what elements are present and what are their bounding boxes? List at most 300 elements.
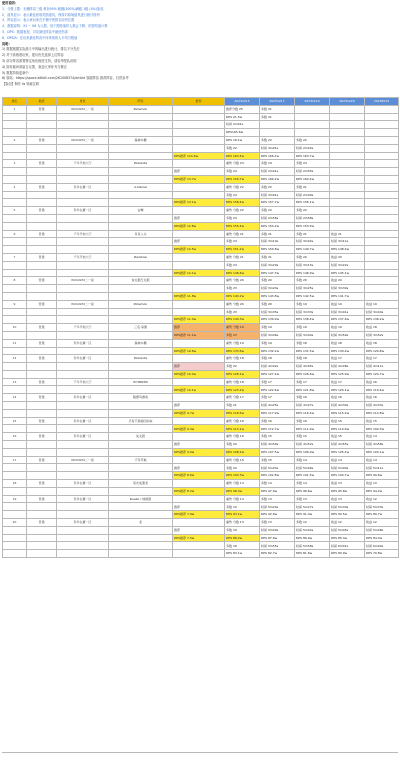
rank-cell: 18 bbox=[3, 480, 27, 488]
table-row bbox=[3, 394, 399, 402]
date-value-cell: 多数 19 bbox=[225, 503, 260, 511]
column-header: 角色 bbox=[57, 98, 109, 106]
difficulty-cell: 普通 bbox=[27, 160, 57, 168]
column-header: 20230515 bbox=[365, 98, 399, 106]
date-value-cell: 时间 3m20s bbox=[260, 261, 295, 269]
difficulty-cell bbox=[27, 542, 57, 550]
table-row bbox=[3, 253, 399, 261]
team-cell bbox=[57, 487, 109, 495]
date-value-cell: 多数 24 bbox=[225, 168, 260, 176]
date-value-cell: DPS 154.2w bbox=[260, 222, 295, 230]
date-value-cell: DPS 148.6w bbox=[225, 269, 260, 277]
date-value-cell: DPS 136.2w bbox=[365, 316, 399, 324]
date-value-cell: DPS 79.8w bbox=[365, 550, 399, 558]
rank-cell bbox=[3, 550, 27, 558]
rank-cell bbox=[3, 121, 27, 129]
date-value-cell: 时间 4m08s bbox=[330, 363, 365, 371]
rank-cell bbox=[3, 425, 27, 433]
date-value-cell: DPS 86.9w bbox=[295, 534, 330, 542]
date-value-cell: 时间 3m24s bbox=[260, 285, 295, 293]
rank-cell bbox=[3, 292, 27, 300]
boss-cell bbox=[109, 214, 173, 222]
date-value-cell: DPS 127.4w bbox=[260, 370, 295, 378]
date-value-cell: 多数 18 bbox=[295, 339, 330, 347]
difficulty-cell: 普通 bbox=[27, 378, 57, 386]
date-value-cell: 收益 13 bbox=[330, 495, 365, 503]
date-value-cell: DPS 96.6w bbox=[295, 487, 330, 495]
recommend-cell: DPS推荐 11.8w bbox=[173, 292, 225, 300]
rank-cell: 17 bbox=[3, 456, 27, 464]
date-value-cell: 重伤 分数 22 bbox=[225, 207, 260, 215]
recommend-cell bbox=[173, 183, 225, 191]
rank-cell bbox=[3, 441, 27, 449]
date-value-cell: 多数 17 bbox=[260, 378, 295, 386]
date-value-cell bbox=[330, 214, 365, 222]
date-value-cell: 多数 18 bbox=[295, 355, 330, 363]
date-value-cell bbox=[295, 129, 330, 137]
boss-cell: 多克八头 bbox=[109, 230, 173, 238]
recommend-cell bbox=[173, 160, 225, 168]
rank-cell: 16 bbox=[3, 433, 27, 441]
note-line: 5、DPS：数据表现，对应最佳阵容中最低伤害 bbox=[2, 29, 68, 34]
difficulty-cell: 普通 bbox=[27, 519, 57, 527]
date-value-cell: DPS 92.6w bbox=[260, 511, 295, 519]
rank-cell bbox=[3, 168, 27, 176]
team-cell bbox=[57, 292, 109, 300]
team-cell bbox=[57, 222, 109, 230]
date-value-cell: 多数 21 bbox=[260, 230, 295, 238]
date-value-cell: 时间 4m55s bbox=[330, 441, 365, 449]
date-value-cell: 重伤 分数 20 bbox=[225, 277, 260, 285]
rank-cell bbox=[3, 503, 27, 511]
date-value-cell: DPS 83.1w bbox=[225, 550, 260, 558]
rank-cell: 11 bbox=[3, 339, 27, 347]
date-value-cell: 时间 5m55s bbox=[260, 542, 295, 550]
date-value-cell: DPS 119.4w bbox=[365, 386, 399, 394]
note-line: 3) 部分阵容需要特定角色练度支持，请参考配队说明 bbox=[2, 58, 77, 63]
boss-cell bbox=[109, 316, 173, 324]
date-value-cell: 多数 20 bbox=[295, 253, 330, 261]
date-value-cell bbox=[365, 168, 399, 176]
date-value-cell: 收益 20 bbox=[330, 277, 365, 285]
table-body bbox=[3, 105, 399, 557]
date-value-cell: 多数 23 bbox=[225, 308, 260, 316]
boss-cell bbox=[109, 425, 173, 433]
recommend-cell: DPS推荐 9.7w bbox=[173, 409, 225, 417]
recommend-cell: DPS推荐 8.2w bbox=[173, 487, 225, 495]
date-value-cell: DPS 133.6w bbox=[225, 347, 260, 355]
date-value-cell bbox=[330, 105, 365, 113]
date-value-cell: 收益 21 bbox=[330, 230, 365, 238]
recommend-cell: DPS推荐 12.5w bbox=[173, 246, 225, 254]
rank-cell bbox=[3, 331, 27, 339]
team-cell: WCDAM4二一星 bbox=[57, 456, 109, 464]
date-value-cell: 时间 3m41s bbox=[330, 308, 365, 316]
recommend-cell bbox=[173, 144, 225, 152]
date-value-cell: 时间 4m58s bbox=[365, 441, 399, 449]
team-cell bbox=[57, 144, 109, 152]
date-value-cell: 重伤 分数 18 bbox=[225, 355, 260, 363]
table-row bbox=[3, 121, 399, 129]
date-value-cell: 多数 14 bbox=[260, 480, 295, 488]
date-value-cell: DPS 106.9w bbox=[295, 448, 330, 456]
date-value-cell: 时间 4m05s bbox=[295, 363, 330, 371]
table-row bbox=[3, 191, 399, 199]
team-cell bbox=[57, 550, 109, 558]
date-value-cell: 时间 3m50s bbox=[330, 331, 365, 339]
date-value-cell: 收益 19 bbox=[330, 300, 365, 308]
date-value-cell: DPS 149.7w bbox=[295, 246, 330, 254]
date-value-cell: 多数 22 bbox=[225, 363, 260, 371]
date-value-cell: 时间 2m58s bbox=[295, 214, 330, 222]
rank-cell bbox=[3, 370, 27, 378]
date-value-cell: 时间 3m35s bbox=[260, 308, 295, 316]
date-value-cell: 时间 3m01s bbox=[260, 144, 295, 152]
table-row bbox=[3, 456, 399, 464]
date-value-cell: 收益 16 bbox=[330, 394, 365, 402]
team-cell bbox=[57, 269, 109, 277]
boss-cell bbox=[109, 441, 173, 449]
difficulty-cell: 普通 bbox=[27, 417, 57, 425]
date-value-cell bbox=[365, 238, 399, 246]
date-value-cell: 多数 22 bbox=[225, 144, 260, 152]
table-row bbox=[3, 246, 399, 254]
difficulty-cell bbox=[27, 526, 57, 534]
date-value-cell: 多数 16 bbox=[295, 417, 330, 425]
difficulty-cell bbox=[27, 316, 57, 324]
date-value-cell: 多数 22 bbox=[295, 207, 330, 215]
recommend-cell: 推荐 bbox=[173, 402, 225, 410]
date-value-cell: 时间 3m44s bbox=[365, 308, 399, 316]
date-value-cell: DPS 155.4w bbox=[225, 222, 260, 230]
difficulty-cell bbox=[27, 168, 57, 176]
recommend-cell bbox=[173, 230, 225, 238]
date-value-cell: 时间 2m01s bbox=[225, 121, 260, 129]
column-header: 20231219 bbox=[295, 98, 330, 106]
rank-cell bbox=[3, 472, 27, 480]
date-value-cell: DPS 91.4w bbox=[295, 511, 330, 519]
team-cell bbox=[57, 402, 109, 410]
date-value-cell: DPS 160.2w bbox=[260, 175, 295, 183]
team-cell: 奔外在翼一区 bbox=[57, 207, 109, 215]
table-row bbox=[3, 487, 399, 495]
table-row bbox=[3, 480, 399, 488]
date-value-cell: DPS 93.1w bbox=[225, 511, 260, 519]
note-line: 4) 如有疑问请留言反馈，欢迎大家补充与修正 bbox=[2, 64, 67, 69]
table-row bbox=[3, 355, 399, 363]
date-value-cell: 多数 20 bbox=[295, 277, 330, 285]
recommend-cell: 推荐 bbox=[173, 214, 225, 222]
boss-cell bbox=[109, 246, 173, 254]
date-value-cell bbox=[365, 261, 399, 269]
team-cell bbox=[57, 129, 109, 137]
date-value-cell: 时间 4m52s bbox=[295, 441, 330, 449]
recommend-cell bbox=[173, 394, 225, 402]
date-value-cell: 收益 15 bbox=[330, 433, 365, 441]
date-value-cell: DPS 81.6w bbox=[295, 550, 330, 558]
rank-cell bbox=[3, 113, 27, 121]
boss-cell: 森林木桶 bbox=[109, 339, 173, 347]
date-value-cell: 时间 5m24s bbox=[260, 503, 295, 511]
date-value-cell: 时间 4m27s bbox=[295, 402, 330, 410]
difficulty-cell bbox=[27, 144, 57, 152]
date-value-cell: DPS 121.8w bbox=[295, 386, 330, 394]
date-value-cell: 多数 24 bbox=[225, 238, 260, 246]
recommend-cell: 推荐 bbox=[173, 324, 225, 332]
recommend-cell bbox=[173, 417, 225, 425]
date-value-cell: DPS 145.1w bbox=[330, 269, 365, 277]
date-value-cell: 多数 23 bbox=[225, 331, 260, 339]
table-row bbox=[3, 331, 399, 339]
boss-cell bbox=[109, 129, 173, 137]
date-value-cell: 时间 2m41s bbox=[260, 168, 295, 176]
table-row bbox=[3, 292, 399, 300]
difficulty-cell: 普通 bbox=[27, 300, 57, 308]
note-line: 1) 数据根据实际战斗中的输出进行统计，排名不分先后 bbox=[2, 47, 80, 52]
date-value-cell bbox=[330, 129, 365, 137]
recommend-cell bbox=[173, 519, 225, 527]
date-value-cell: 时间 3m02s bbox=[295, 238, 330, 246]
date-value-cell: 多数 16 bbox=[260, 417, 295, 425]
team-cell: 千年平地大厅 bbox=[57, 378, 109, 386]
date-value-cell bbox=[365, 230, 399, 238]
team-cell: WCDAM4二一星 bbox=[57, 105, 109, 113]
rank-cell bbox=[3, 238, 27, 246]
recommend-cell: DPS推荐 9.0w bbox=[173, 448, 225, 456]
date-value-cell bbox=[365, 253, 399, 261]
date-value-cell: DPS 130.4w bbox=[330, 347, 365, 355]
team-cell: 奔外在翼一区 bbox=[57, 355, 109, 363]
rank-cell bbox=[3, 246, 27, 254]
team-cell bbox=[57, 534, 109, 542]
date-value-cell: 重伤 分数 16 bbox=[225, 417, 260, 425]
rank-cell: 10 bbox=[3, 324, 27, 332]
date-value-cell: DPS 123.2w bbox=[225, 386, 260, 394]
rank-cell bbox=[3, 191, 27, 199]
recommend-cell bbox=[173, 355, 225, 363]
recommend-cell bbox=[173, 191, 225, 199]
difficulty-cell: 普通 bbox=[27, 183, 57, 191]
table-row bbox=[3, 175, 399, 183]
date-value-cell: 多数 24 bbox=[225, 261, 260, 269]
team-cell bbox=[57, 113, 109, 121]
table-row bbox=[3, 495, 399, 503]
recommend-cell bbox=[173, 285, 225, 293]
boss-cell bbox=[109, 199, 173, 207]
date-value-cell: 时间 5m33s bbox=[365, 503, 399, 511]
team-cell bbox=[57, 503, 109, 511]
date-value-cell: DPS 153.9w bbox=[295, 222, 330, 230]
difficulty-cell bbox=[27, 464, 57, 472]
boss-cell: A·Daniel bbox=[109, 183, 173, 191]
difficulty-cell: 普通 bbox=[27, 324, 57, 332]
date-value-cell: 多数 23 bbox=[225, 285, 260, 293]
recommend-cell: DPS推荐 7.5w bbox=[173, 534, 225, 542]
difficulty-cell bbox=[27, 175, 57, 183]
table-row bbox=[3, 300, 399, 308]
rank-cell bbox=[3, 347, 27, 355]
note-line: 2、道具显示：表示最佳获取奖励道具，保持对原始道具进行统计排列 bbox=[2, 12, 100, 17]
date-value-cell: 多数 19 bbox=[260, 324, 295, 332]
date-value-cell: 时间 5m09s bbox=[330, 464, 365, 472]
date-value-cell bbox=[295, 105, 330, 113]
recommend-cell: DPS推荐 7.9w bbox=[173, 511, 225, 519]
date-value-cell: 时间 4m50s bbox=[260, 441, 295, 449]
date-value-cell: 收益 18 bbox=[365, 339, 399, 347]
rank-cell bbox=[3, 285, 27, 293]
table-row bbox=[3, 144, 399, 152]
date-value-cell bbox=[365, 121, 399, 129]
date-value-cell: DPS 98.4w bbox=[225, 487, 260, 495]
note-line: 【原创】制作 fa 转载注明 bbox=[2, 82, 39, 87]
difficulty-cell bbox=[27, 113, 57, 121]
date-value-cell: 多数 13 bbox=[295, 495, 330, 503]
date-value-cell bbox=[330, 175, 365, 183]
date-value-cell: 时间 3m52s bbox=[365, 331, 399, 339]
recommend-cell: DPS推荐 8.6w bbox=[173, 472, 225, 480]
table-row bbox=[3, 464, 399, 472]
table-row bbox=[3, 316, 399, 324]
date-value-cell: DPS 163.7w bbox=[295, 152, 330, 160]
recommend-cell bbox=[173, 300, 225, 308]
date-value-cell bbox=[365, 207, 399, 215]
team-cell bbox=[57, 347, 109, 355]
date-value-cell: DPS165.6w bbox=[225, 129, 260, 137]
team-cell bbox=[57, 409, 109, 417]
rank-cell bbox=[3, 386, 27, 394]
date-value-cell: 收益 16 bbox=[365, 378, 399, 386]
rank-cell bbox=[3, 222, 27, 230]
date-value-cell: DPS 21.5w bbox=[225, 113, 260, 121]
date-value-cell bbox=[365, 199, 399, 207]
date-value-cell: DPS 108.2w bbox=[225, 448, 260, 456]
rank-cell: 12 bbox=[3, 355, 27, 363]
team-cell bbox=[57, 285, 109, 293]
team-cell bbox=[57, 464, 109, 472]
team-cell bbox=[57, 168, 109, 176]
date-value-cell: 时间 3m11s bbox=[330, 238, 365, 246]
rank-cell bbox=[3, 526, 27, 534]
rank-cell bbox=[3, 316, 27, 324]
date-value-cell bbox=[365, 144, 399, 152]
date-value-cell: 时间 4m02s bbox=[260, 363, 295, 371]
date-value-cell: 时间 5m48s bbox=[365, 526, 399, 534]
date-value-cell: 时间 3m30s bbox=[330, 285, 365, 293]
recommend-cell: DPS推荐 114.6w bbox=[173, 152, 225, 160]
team-cell bbox=[57, 425, 109, 433]
date-value-cell bbox=[330, 199, 365, 207]
table-row bbox=[3, 519, 399, 527]
boss-cell bbox=[109, 448, 173, 456]
date-value-cell: DPS 88.2w bbox=[225, 534, 260, 542]
date-value-cell: 多数 18 bbox=[260, 355, 295, 363]
boss-cell bbox=[109, 331, 173, 339]
date-value-cell: 重伤 分数 14 bbox=[225, 495, 260, 503]
table-row bbox=[3, 269, 399, 277]
date-value-cell: 多数 17 bbox=[295, 378, 330, 386]
boss-cell: PinkAnte bbox=[109, 160, 173, 168]
date-value-cell bbox=[365, 285, 399, 293]
boss-cell bbox=[109, 269, 173, 277]
difficulty-cell bbox=[27, 331, 57, 339]
rank-cell bbox=[3, 269, 27, 277]
difficulty-cell: 普通 bbox=[27, 253, 57, 261]
difficulty-cell: 普通 bbox=[27, 433, 57, 441]
difficulty-cell: 普通 bbox=[27, 339, 57, 347]
note-line: 6) 原帖：https://space.bilibili.com/261008374/article 原版阵容 推荐阵容，仅供参考 bbox=[2, 76, 129, 81]
date-value-cell: DPS 120.1w bbox=[330, 386, 365, 394]
recommend-cell bbox=[173, 121, 225, 129]
date-value-cell bbox=[365, 105, 399, 113]
team-cell: WCDAM4二一星 bbox=[57, 136, 109, 144]
rank-cell: 4 bbox=[3, 183, 27, 191]
date-value-cell: 时间 2m09s bbox=[295, 191, 330, 199]
date-value-cell: 收益 12 bbox=[365, 519, 399, 527]
date-value-cell: DPS 113.1w bbox=[225, 425, 260, 433]
recommend-cell: 推荐 bbox=[173, 441, 225, 449]
date-value-cell: 重伤 分数 21 bbox=[225, 230, 260, 238]
date-value-cell: DPS 141.7w bbox=[330, 292, 365, 300]
date-value-cell: DPS 144.2w bbox=[225, 292, 260, 300]
date-value-cell: 时间 5m03s bbox=[260, 464, 295, 472]
date-value-cell: 多数 20 bbox=[225, 464, 260, 472]
table-row bbox=[3, 129, 399, 137]
boss-cell bbox=[109, 144, 173, 152]
team-cell bbox=[57, 214, 109, 222]
date-value-cell: 多数 22 bbox=[260, 183, 295, 191]
boss-cell: 古蛛 bbox=[109, 207, 173, 215]
date-value-cell: 时间 3m01s bbox=[260, 191, 295, 199]
date-value-cell: 时间 3m44s bbox=[295, 331, 330, 339]
boss-cell bbox=[109, 542, 173, 550]
date-value-cell: 多数 16 bbox=[295, 394, 330, 402]
rank-cell bbox=[3, 464, 27, 472]
recommend-cell: DPS推荐 11.4w bbox=[173, 316, 225, 324]
rank-cell bbox=[3, 199, 27, 207]
boss-cell bbox=[109, 464, 173, 472]
date-value-cell: DPS 129.8w bbox=[365, 347, 399, 355]
difficulty-cell bbox=[27, 222, 57, 230]
team-cell bbox=[57, 316, 109, 324]
date-value-cell: 多数 17 bbox=[260, 394, 295, 402]
date-value-cell: 收益 14 bbox=[330, 456, 365, 464]
date-value-cell: DPS 101.5w bbox=[295, 472, 330, 480]
date-value-cell bbox=[365, 292, 399, 300]
table-row bbox=[3, 308, 399, 316]
date-value-cell: DPS 117.9w bbox=[260, 409, 295, 417]
date-value-cell: 多数 24 bbox=[295, 160, 330, 168]
table-row bbox=[3, 199, 399, 207]
note-line: 2) 对于高练度玩家，建议优先选择上位阵容 bbox=[2, 53, 64, 58]
recommend-cell: DPS推荐 12.8w bbox=[173, 222, 225, 230]
date-value-cell bbox=[365, 160, 399, 168]
date-value-cell: DPS 128.1w bbox=[225, 370, 260, 378]
recommend-cell bbox=[173, 136, 225, 144]
recommend-cell bbox=[173, 542, 225, 550]
team-cell bbox=[57, 191, 109, 199]
rank-cell bbox=[3, 175, 27, 183]
table-row bbox=[3, 370, 399, 378]
date-value-cell: DPS 159.7w bbox=[225, 175, 260, 183]
date-value-cell: 收益 12 bbox=[365, 495, 399, 503]
date-value-cell: 重伤 分数 22 bbox=[225, 183, 260, 191]
date-value-cell: DPS 84.4w bbox=[365, 534, 399, 542]
team-cell bbox=[57, 511, 109, 519]
difficulty-cell bbox=[27, 129, 57, 137]
date-value-cell: 推荐分数 25 bbox=[225, 105, 260, 113]
difficulty-cell bbox=[27, 511, 57, 519]
date-value-cell bbox=[260, 129, 295, 137]
